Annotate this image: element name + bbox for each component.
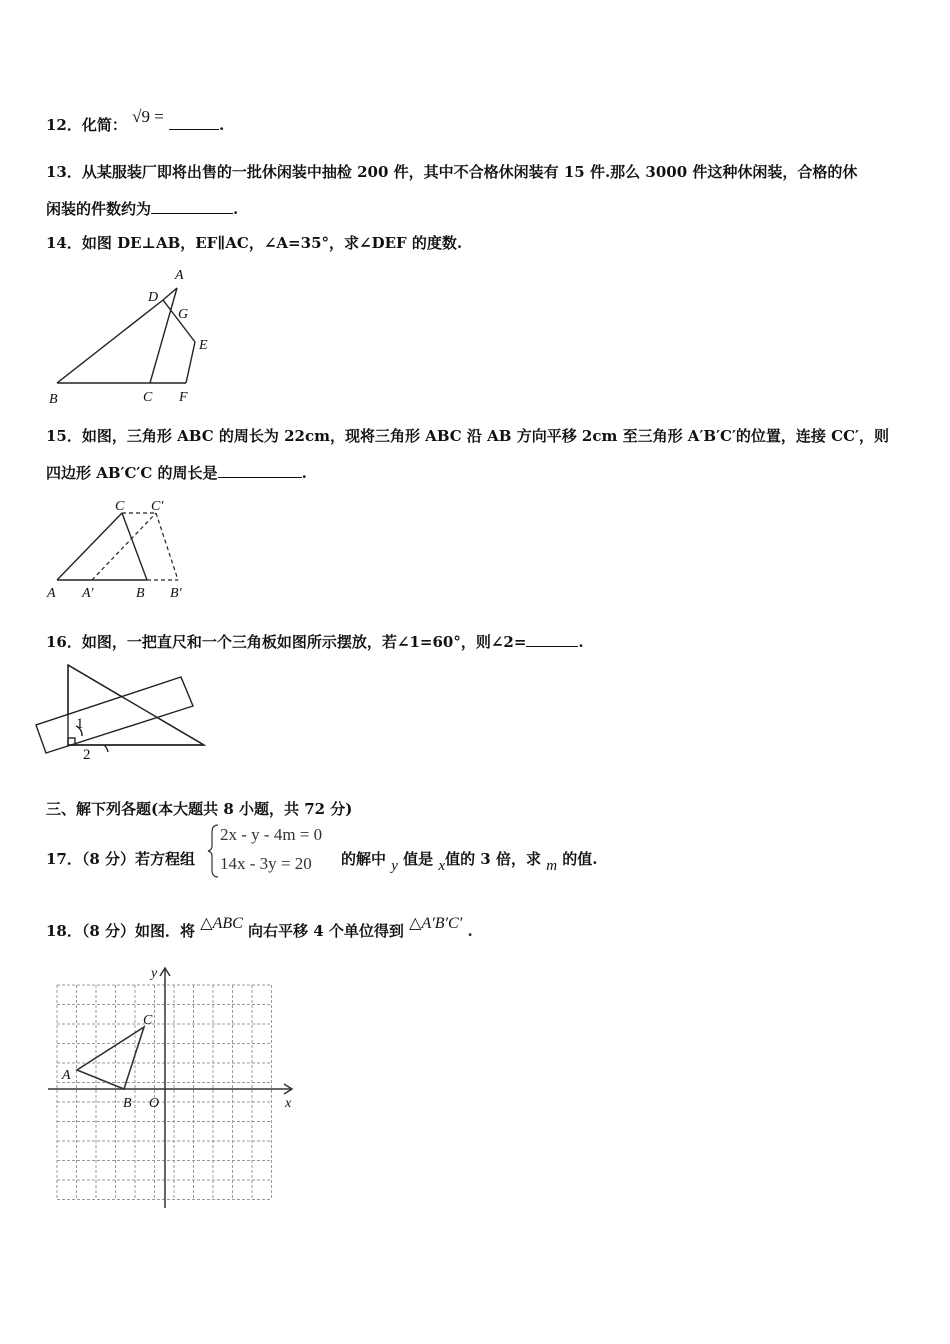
tail-text-2: 值是 <box>403 850 434 868</box>
label-g: G <box>178 307 189 322</box>
point-c-label: C <box>143 1013 153 1028</box>
question-text-line1: 从某服装厂即将出售的一批休闲装中抽检 200 件，其中不合格休闲装有 15 件.那么 3000 件这种休闲装，合格的休 <box>81 163 858 181</box>
equation-2: 14x - 3y = 20 <box>220 854 312 873</box>
triangle-abc-shape <box>77 1027 144 1089</box>
sqrt-expression: √9 = <box>132 107 164 126</box>
angle-label-2: 2 <box>83 747 91 763</box>
question-number: 12． <box>46 116 82 134</box>
label-b: B <box>136 586 145 601</box>
point-a-label: A <box>62 1068 71 1083</box>
question-number: 16． <box>46 633 82 651</box>
tail-text-4: 的值. <box>562 850 598 868</box>
section-title-text: 三、解下列各题(本大题共 8 小题，共 72 分) <box>46 800 353 818</box>
end-mark: . <box>467 922 473 940</box>
question-number: 18． <box>46 922 82 940</box>
angle-label-1: 1 <box>76 716 84 732</box>
var-m: m <box>546 858 558 874</box>
tail-text-1: 的解中 <box>341 850 387 868</box>
label-c: C <box>115 499 125 514</box>
end-mark: . <box>233 200 239 218</box>
end-mark: . <box>219 116 225 134</box>
var-y: y <box>391 858 398 874</box>
tail-text-3: 值的 3 倍，求 <box>445 850 541 868</box>
equation-1: 2x - y - 4m = 0 <box>220 825 323 844</box>
label-f: F <box>179 390 188 405</box>
question-number: 13． <box>46 163 82 181</box>
triangle-abc-prime: △A′B′C′ <box>409 915 463 932</box>
triangle-abc: △ABC <box>200 915 243 932</box>
label-a: A <box>47 586 56 601</box>
y-label: y <box>151 966 158 981</box>
label-e: E <box>199 338 208 353</box>
question-number: 17． <box>46 850 82 868</box>
question-text-line2: 闲装的件数约为 <box>46 200 152 218</box>
question-score: （8 分）如图．将 <box>81 922 196 940</box>
question-text-line1: 如图，三角形 ABC 的周长为 22cm，现将三角形 ABC 沿 AB 方向平移 2cm 至三角形 A′B′C′的位置，连接 CC′，则 <box>81 427 889 445</box>
point-b-label: B <box>123 1096 132 1111</box>
question-number: 15． <box>46 427 82 445</box>
x-label: x <box>285 1096 292 1111</box>
label-a-prime: A′ <box>82 586 94 601</box>
question-text: 如图 DE⊥AB，EF∥AC，∠A=35°，求∠DEF 的度数. <box>81 234 463 252</box>
question-text-line2: 四边形 AB′C′C 的周长是 <box>46 464 218 482</box>
label-c-prime: C′ <box>151 499 164 514</box>
end-mark: . <box>301 464 307 482</box>
label-c: C <box>143 390 153 405</box>
label-b-prime: B′ <box>170 586 182 601</box>
label-d: D <box>148 290 159 305</box>
label-a: A <box>175 268 184 283</box>
question-text: 化简： <box>81 116 127 134</box>
label-b: B <box>49 392 58 407</box>
origin-label: O <box>149 1096 160 1111</box>
question-text: 如图，一把直尺和一个三角板如图所示摆放，若∠1=60°，则∠2= <box>81 633 527 651</box>
var-x: x <box>438 858 446 874</box>
question-number: 14． <box>46 234 82 252</box>
end-mark: . <box>578 633 584 651</box>
question-text: 向右平移 4 个单位得到 <box>248 922 404 940</box>
question-score: （8 分）若方程组 <box>81 850 196 868</box>
